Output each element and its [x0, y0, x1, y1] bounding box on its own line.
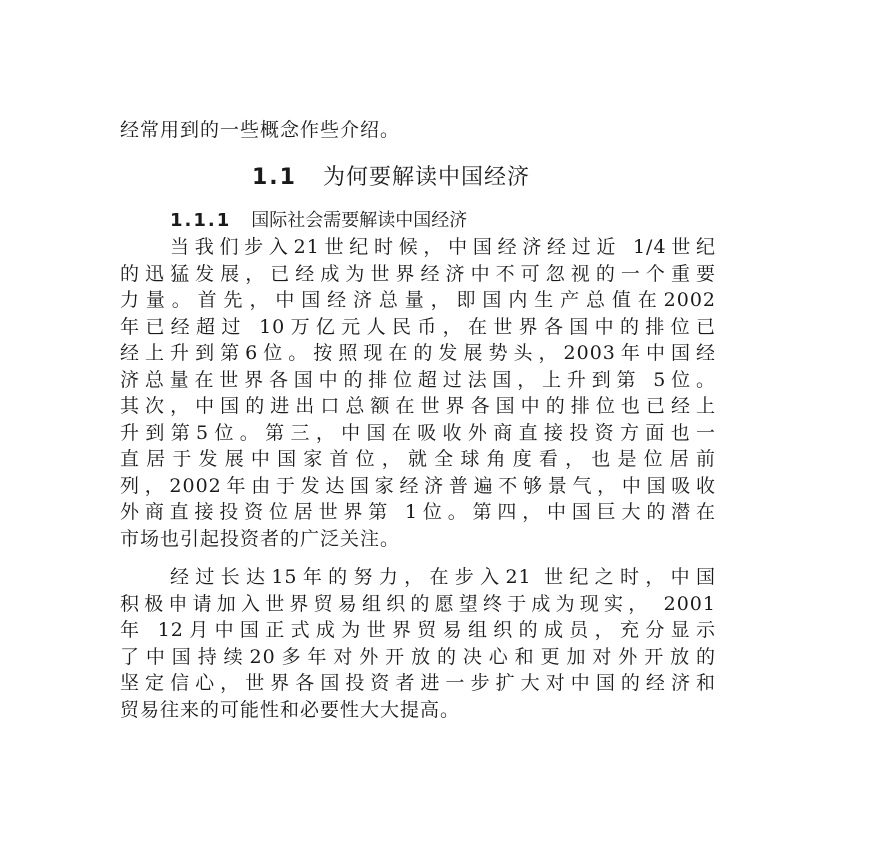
section-number: 1.1 — [252, 165, 297, 190]
paragraph-line: 济总量在世界各国中的排位超过法国，上升到第 5位。 — [120, 368, 716, 391]
paragraph-line: 贸易往来的可能性和必要性大大提高。 — [120, 698, 461, 721]
paragraph-line: 外商直接投资位居世界第 1位。第四，中国巨大的潜在 — [120, 501, 716, 523]
paragraph-line: 经过长达15年的努力，在步入21 世纪之时，中国 — [170, 566, 716, 588]
paragraph-line: 的迅猛发展，已经成为世界经济中不可忽视的一个重要 — [120, 262, 716, 285]
section-heading — [252, 163, 530, 193]
paragraph-line: 经上升到第6位。按照现在的发展势头，2003年中国经 — [120, 342, 716, 364]
paragraph-line: 其次，中国的进出口总额在世界各国中的排位也已经上 — [120, 395, 716, 417]
subsection-heading — [170, 207, 467, 235]
section-title: 为何要解读中国经济 — [322, 165, 530, 190]
subsection-title: 国际社会需要解读中国经济 — [251, 210, 468, 231]
paragraph-line: 力量。首先，中国经济总量，即国内生产总值在2002 — [120, 289, 716, 311]
subsection-number: 1.1.1 — [170, 210, 232, 231]
intro-line: 经常用到的一些概念作些介绍。 — [120, 119, 401, 141]
paragraph-line: 年已经超过 10万亿元人民币，在世界各国中的排位已 — [120, 315, 716, 338]
paragraph-line: 列，2002年由于发达国家经济普遍不够景气，中国吸收 — [120, 474, 716, 497]
paragraph-line: 年 12月中国正式成为世界贸易组织的成员，充分显示 — [120, 619, 716, 641]
paragraph-line: 当我们步入21世纪时候，中国经济经过近 1/4世纪 — [170, 236, 716, 258]
paragraph-line: 积极申请加入世界贸易组织的愿望终于成为现实， 2001 — [120, 592, 716, 615]
paragraph-line: 升到第5位。第三，中国在吸收外商直接投资方面也一 — [120, 421, 716, 444]
paragraph-line: 坚定信心，世界各国投资者进一步扩大对中国的经济和 — [120, 672, 716, 694]
paragraph-line: 直居于发展中国家首位，就全球角度看，也是位居前 — [120, 448, 716, 470]
paragraph-line: 了中国持续20多年对外开放的决心和更加对外开放的 — [120, 645, 716, 668]
paragraph-line: 市场也引起投资者的广泛关注。 — [120, 527, 401, 550]
